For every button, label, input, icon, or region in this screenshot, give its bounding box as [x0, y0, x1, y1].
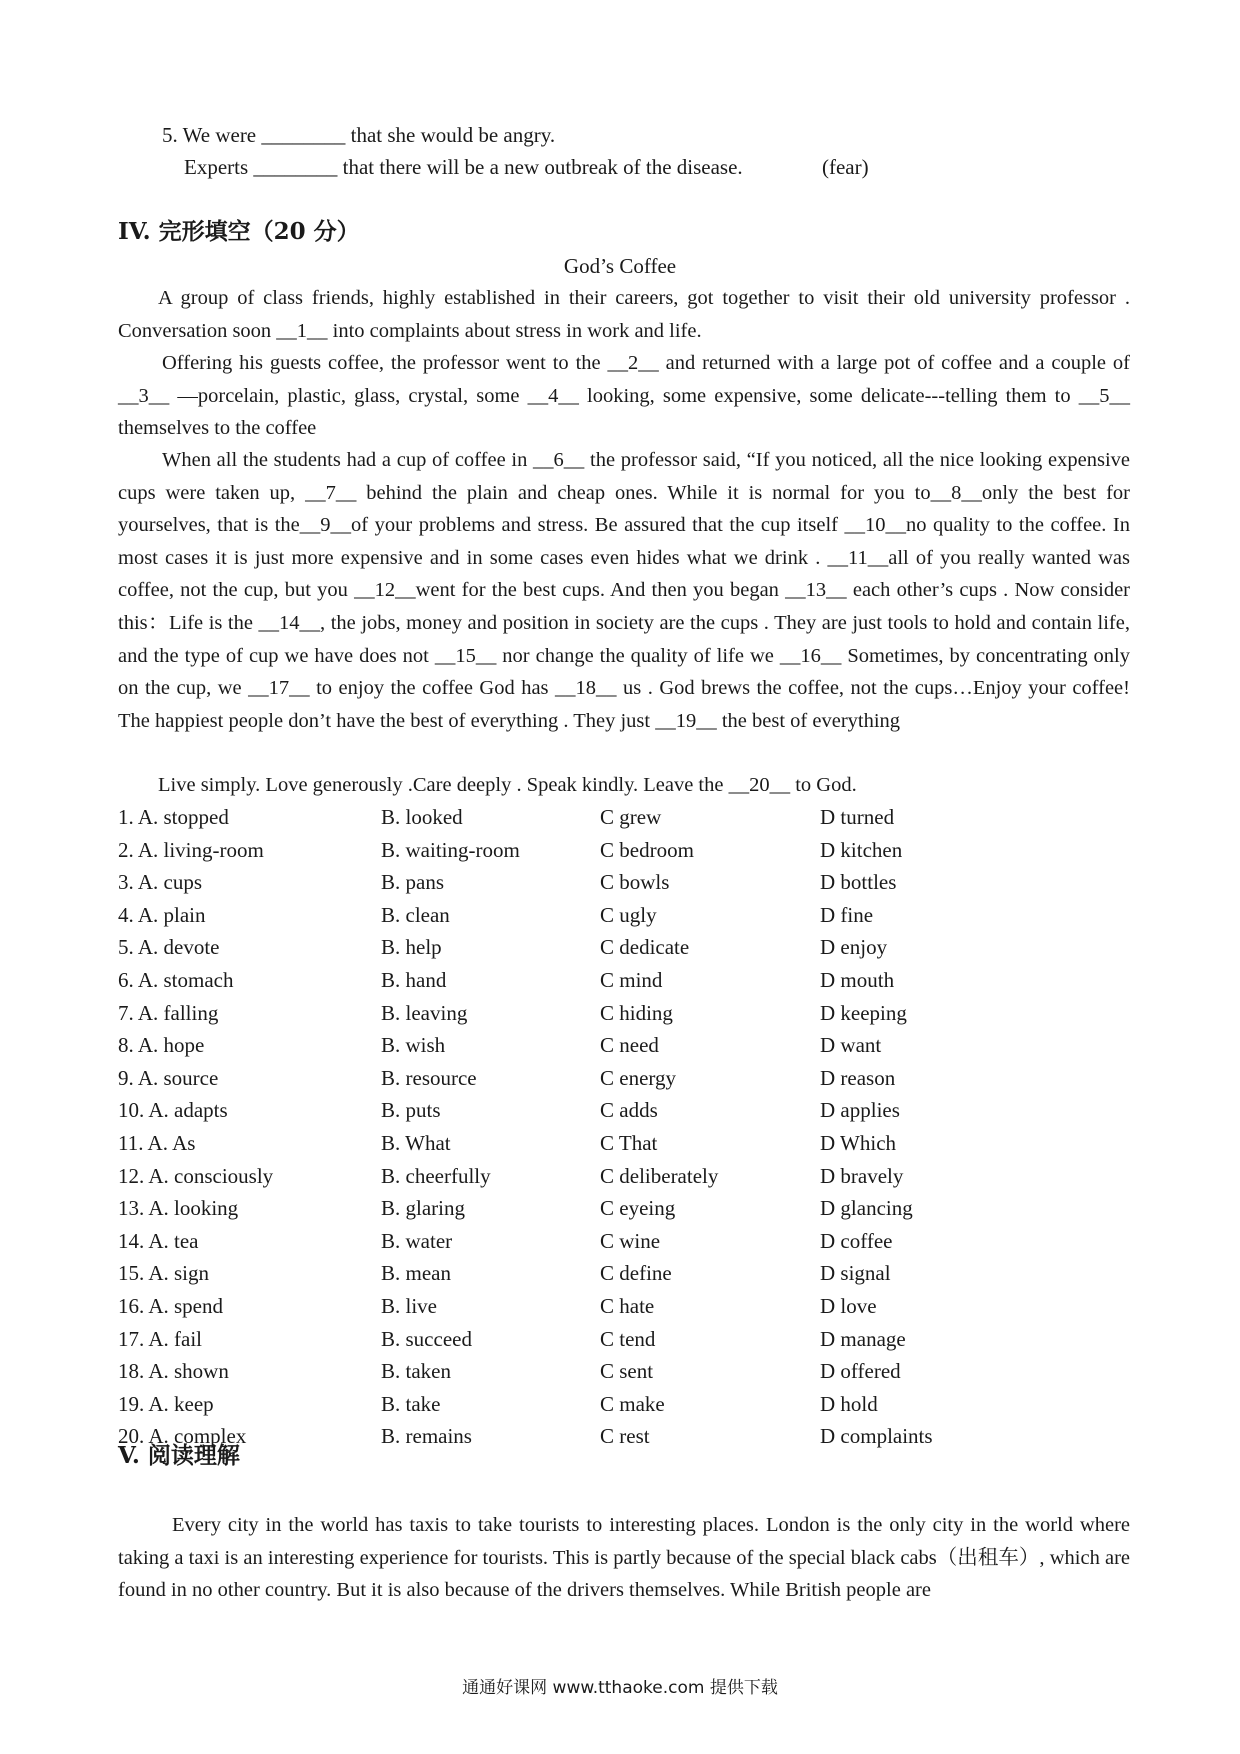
option-b: B. wish — [381, 1033, 446, 1058]
option-a: 19. A. keep — [118, 1391, 214, 1416]
option-b: B. pans — [381, 870, 444, 895]
option-c: C bedroom — [600, 837, 694, 862]
option-a: 9. A. source — [118, 1065, 219, 1090]
option-a: 11. A. As — [118, 1131, 196, 1155]
option-b: B. puts — [381, 1098, 441, 1123]
option-b: B. mean — [381, 1261, 451, 1286]
q5-hint: (fear) — [822, 155, 869, 179]
q5-line1: 5. We were ________ that she would be angry. — [162, 123, 556, 147]
option-a: 8. A. hope — [118, 1033, 205, 1058]
option-d: D want — [820, 1033, 882, 1058]
option-d: D Which — [820, 1131, 897, 1155]
option-d: D complaints — [820, 1424, 933, 1449]
page-footer: 通通好课网 www.tthaoke.com 提供下载 — [462, 1678, 778, 1698]
option-c: C bowls — [600, 870, 670, 895]
q5-line2: Experts ________ that there will be a new outbreak of the disease. — [184, 155, 743, 179]
option-d: D manage — [820, 1326, 906, 1351]
option-a: 17. A. fail — [118, 1326, 202, 1351]
option-b: B. clean — [381, 902, 450, 927]
option-d: D glancing — [820, 1196, 913, 1221]
passage-paragraph-3: When all the students had a cup of coffee in __6__ the professor said, “If you noticed, all the nice looking expensive cups were taken up, __7__ behind the plain and cheap ones. While it is normal for you to__8__only the best for yourselves, that is the__9__of your problems and stress. Be assured that the cup itself __10__no quality to the coffee. In most cases it is just more expensive and in some cases even hides what we drink . __11__all of you really wanted was coffee, not the cup, but you __12__went for the best cups. And then you began __13__ each other’s cups . Now consider this：Life is the __14__, the jobs, money and position in society are the cups . They are just tools to hold and contain life, and the type of cup we have does not __15__ nor change the quality of life we __16__ Sometimes, by concentrating only on the cup, we __17__ to enjoy the coffee God has __18__ us . God brews the coffee, not the cups…Enjoy your coffee! The happiest people don’t have the best of everything . They just __19__ the best of everything — [118, 449, 1130, 732]
option-b: B. hand — [381, 968, 447, 992]
option-a: 18. A. shown — [118, 1359, 229, 1384]
option-c: C sent — [600, 1359, 654, 1384]
option-b: B. remains — [381, 1424, 472, 1449]
option-b: B. water — [381, 1228, 453, 1253]
option-b: B. glaring — [381, 1196, 465, 1221]
option-c: C adds — [600, 1098, 658, 1123]
option-a: 16. A. spend — [118, 1294, 223, 1318]
option-c: C wine — [600, 1228, 661, 1253]
option-a: 3. A. cups — [118, 870, 202, 895]
option-c: C deliberately — [600, 1163, 719, 1188]
option-b: B. waiting-room — [381, 837, 520, 862]
passage-paragraph-1: A group of class friends, highly established in their careers, got together to visit their old university professor . Conversation soon __1__ into complaints about stress in work and life. — [118, 287, 1130, 342]
option-d: D hold — [820, 1391, 878, 1416]
option-b: B. help — [381, 935, 442, 960]
option-a: 5. A. devote — [118, 935, 220, 960]
option-c: C hate — [600, 1294, 655, 1318]
option-b: B. cheerfully — [381, 1163, 491, 1188]
option-d: D coffee — [820, 1228, 893, 1253]
option-c: C dedicate — [600, 935, 690, 960]
option-a: 15. A. sign — [118, 1261, 210, 1286]
option-b: B. looked — [381, 805, 463, 829]
section-5-heading: V. 阅读理解 — [118, 1442, 240, 1469]
option-b: B. taken — [381, 1359, 451, 1384]
option-c: C That — [600, 1131, 658, 1155]
option-d: D love — [820, 1294, 877, 1318]
option-a: 10. A. adapts — [118, 1098, 228, 1123]
option-d: D enjoy — [820, 935, 888, 960]
option-a: 14. A. tea — [118, 1228, 199, 1253]
option-c: C grew — [600, 805, 662, 829]
option-b: B. succeed — [381, 1326, 472, 1351]
section-4-heading: IV. 完形填空（20 分） — [118, 218, 360, 245]
option-c: C ugly — [600, 902, 657, 927]
option-d: D mouth — [820, 968, 895, 992]
option-a: 20. A. complex — [118, 1424, 247, 1449]
option-b: B. What — [381, 1131, 451, 1155]
option-d: D signal — [820, 1261, 891, 1286]
option-d: D reason — [820, 1065, 896, 1090]
option-a: 12. A. consciously — [118, 1163, 274, 1188]
option-c: C mind — [600, 968, 663, 992]
option-d: D kitchen — [820, 837, 903, 862]
option-d: D bottles — [820, 870, 897, 895]
option-d: D offered — [820, 1359, 901, 1384]
option-a: 6. A. stomach — [118, 968, 234, 992]
passage-paragraph-4: Live simply. Love generously .Care deeply . Speak kindly. Leave the __20__ to God. — [158, 774, 857, 796]
option-d: D keeping — [820, 1000, 907, 1025]
option-d: D turned — [820, 805, 895, 829]
passage-paragraph-2: Offering his guests coffee, the professor went to the __2__ and returned with a large pot of coffee and a couple of __3__ —porcelain, plastic, glass, crystal, some __4__ looking, some expensive, some delicate---telling them to __5__ themselves to the coffee — [118, 352, 1130, 440]
option-c: C need — [600, 1033, 659, 1058]
option-b: B. take — [381, 1391, 441, 1416]
passage-title: God’s Coffee — [563, 254, 677, 278]
option-d: D fine — [820, 902, 874, 927]
option-a: 1. A. stopped — [118, 805, 229, 829]
option-d: D applies — [820, 1098, 900, 1123]
option-b: B. leaving — [381, 1000, 468, 1025]
option-c: C tend — [600, 1326, 656, 1351]
option-c: C make — [600, 1391, 665, 1416]
option-c: C define — [600, 1261, 672, 1286]
option-a: 13. A. looking — [118, 1196, 239, 1221]
option-a: 2. A. living-room — [118, 837, 264, 862]
option-b: B. live — [381, 1294, 437, 1318]
option-c: C eyeing — [600, 1196, 676, 1221]
option-d: D bravely — [820, 1163, 904, 1188]
option-a: 7. A. falling — [118, 1000, 219, 1025]
option-c: C rest — [600, 1424, 650, 1449]
reading-paragraph: Every city in the world has taxis to take tourists to interesting places. London is the only city in the world where taking a taxi is an interesting experience for tourists. This is partly because of the special black cabs（出租车）, which are found in no other country. But it is also because of the drivers themselves. While British people are — [118, 1514, 1130, 1602]
option-a: 4. A. plain — [118, 902, 206, 927]
option-b: B. resource — [381, 1065, 477, 1090]
option-c: C hiding — [600, 1000, 673, 1025]
option-c: C energy — [600, 1065, 677, 1090]
